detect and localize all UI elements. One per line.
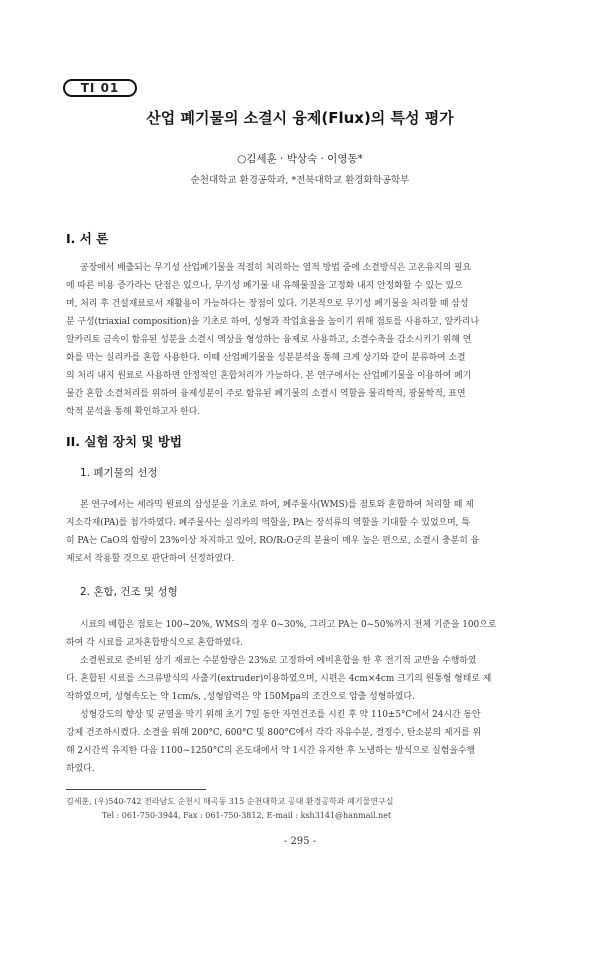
section-heading-introduction: I. 서 론 bbox=[66, 231, 109, 246]
body-line: 성형강도의 향상 및 균열을 막기 위해 초기 7일 동안 자연건조를 시킨 후 약 110±5°C에서 24시간 동안 bbox=[80, 710, 481, 720]
body-line: 의 처리 내지 원료로 사용하면 안정적인 혼합처리가 가능하다. 본 연구에서는 산업폐기물을 이용하여 폐기 bbox=[66, 371, 472, 381]
body-line: 다. 혼합된 시료를 스크류방식의 사출기(extruder)이용하였으며, 시편은 4cm×4cm 크기의 원통형 형태로 제 bbox=[66, 674, 492, 684]
body-line: 분 구성(triaxial composition)을 기초로 하여, 성형과 작업효율을 높이기 위해 점토를 사용하고, 알카리나 bbox=[66, 317, 480, 327]
body-line: 시료의 배합은 점토는 100~20%, WMS의 경우 0~30%, 그리고 PA는 0~50%까지 전체 기준을 100으로 bbox=[80, 620, 497, 630]
body-line: 본 연구에서는 세라믹 원료의 삼성분을 기초로 하여, 폐주물사(WMS)를 점토와 혼합하여 처리할 때 제 bbox=[80, 500, 474, 510]
body-line: 알카리토 금속이 함유된 성분을 소결시 액상을 형성하는 융제로 사용하고, 소결수축을 감소시키기 위해 연 bbox=[66, 335, 472, 345]
body-line: 강제 건조하시켰다. 소결을 위해 200°C, 600°C 및 800°C에서 각각 자유수분, 결정수, 탄소분의 제거를 위 bbox=[66, 728, 482, 738]
affiliation: 순천대학교 환경공학과, *전북대학교 환경화학공학부 bbox=[190, 175, 410, 186]
body-line: 해 2시간씩 유지한 다음 1100~1250°C의 온도대에서 약 1시간 유지한 후 노냉하는 방식으로 실험을수행 bbox=[66, 746, 476, 756]
session-code-badge: TI 01 bbox=[63, 79, 137, 97]
footnote-divider bbox=[66, 789, 206, 790]
footnote-contact: Tel : 061-750-3944, Fax : 061-750-3812, E-mail : ksh3141@hanmail.net bbox=[102, 811, 392, 820]
body-line: 에 따른 비용 증가라는 단점은 있으나, 무기성 폐기물 내 유해물질을 고정화 내지 안정화할 수 있는 있으 bbox=[66, 281, 463, 291]
body-line: 작하였으며, 성형속도는 약 1cm/s, ,성형압력은 약 150Mpa의 조건으로 압출 성형하였다. bbox=[66, 692, 415, 702]
subsection-heading-mixing: 2. 혼합, 건조 및 성형 bbox=[80, 586, 178, 598]
body-line: 소결원료로 준비된 상기 재료는 수분함량은 23%로 고정하여 예비혼합을 한 후 전기적 교반을 수행하였 bbox=[80, 656, 477, 666]
body-line: 공장에서 배출되는 무기성 산업폐기물을 적절히 처리하는 열적 방법 중에 소결방식은 고온유지의 필요 bbox=[80, 263, 472, 273]
body-line: 물간 혼합 소결처리를 위하여 융제성분이 주로 함유된 폐기물의 소결시 역할을 물리학적, 광물학적, 표면 bbox=[66, 389, 466, 399]
paper-title: 산업 폐기물의 소결시 융제(Flux)의 특성 평가 bbox=[146, 109, 454, 127]
body-line: 제로서 작용할 것으로 판단하여 선정하였다. bbox=[66, 554, 235, 564]
author-list: ○김세훈 · 박상숙 · 이영동* bbox=[237, 153, 363, 165]
body-line: 며, 처리 후 건설재료로서 재활용이 가능하다는 장점이 있다. 기본적으로 무기성 폐기물을 처리할 때 삼성 bbox=[66, 299, 469, 309]
body-line: 학적 분석을 통해 확인하고자 한다. bbox=[66, 407, 201, 417]
page-number: - 295 - bbox=[283, 836, 317, 847]
subsection-heading-waste-selection: 1. 폐기물의 선정 bbox=[80, 467, 158, 479]
section-heading-methods: II. 실험 장치 및 방법 bbox=[66, 434, 182, 449]
body-line: 지소각재(PA)를 첨가하였다. 폐주물사는 실리카의 역할을, PA는 장석류의 역할을 기대할 수 있었으며, 특 bbox=[66, 518, 470, 528]
body-line: 화를 막는 실리카를 혼합 사용한다. 이때 산업폐기물을 성분분석을 통해 크게 상기와 같이 분류하여 소결 bbox=[66, 353, 466, 363]
footnote-address: 김세훈, (우)540-742 전라남도 순천시 매곡동 315 순천대학교 공대 환경공학과 폐기물연구실 bbox=[66, 797, 394, 806]
body-line: 하였다. bbox=[66, 764, 95, 774]
body-line: 하여 각 시료를 교차혼합방식으로 혼합하였다. bbox=[66, 638, 243, 648]
body-line: 히 PA는 CaO의 함량이 23%이상 차지하고 있어, RO/R₂O군의 분율이 매우 높은 편으로, 소결시 충분히 융 bbox=[66, 536, 480, 546]
